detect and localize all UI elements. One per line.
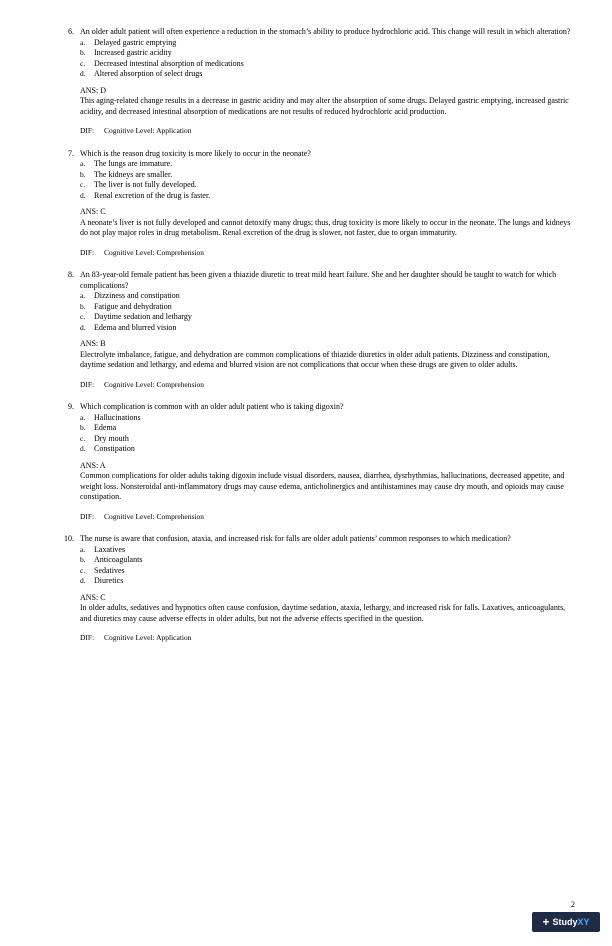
answer: ANS: C: [80, 207, 106, 216]
question-text: An 83-year-old female patient has been given a thiazide diuretic to treat mild heart failure. She and her daughter should be taught to watch for which complications?: [80, 270, 557, 290]
answer: ANS: A: [80, 460, 106, 470]
question-number: 10.: [64, 534, 74, 543]
rationale: Common complications for older adults taking digoxin include visual disorders, nausea, diarrhea, dysrhythmias, hallucinations, decreased appetite, and weight loss. Nonsteroidal anti-inflammatory drugs may cause edema, anticholinergics and antihistamines may cause dry mouth, and opioids may cause constipation.: [80, 471, 565, 501]
option-a: a. Laxatives: [80, 544, 126, 554]
option-d: d. Diuretics: [80, 576, 124, 585]
question-10: [64, 534, 574, 644]
option-d: d. Constipation: [80, 444, 135, 453]
option-list: [80, 291, 574, 333]
option-list: [80, 413, 574, 455]
answer: ANS: B: [80, 339, 106, 348]
option-list: [80, 38, 574, 80]
option-list: [80, 545, 574, 587]
question-number: 7.: [68, 148, 74, 158]
option-c: c. Dry mouth: [80, 433, 129, 443]
option-d: d. Renal excretion of the drug is faster.: [80, 190, 211, 200]
option-c: c. Sedatives: [80, 565, 125, 575]
option-c: c. Daytime sedation and lethargy: [80, 312, 192, 321]
studyxy-logo[interactable]: [532, 912, 600, 932]
logo-accent: XY: [577, 917, 590, 927]
rationale: Electrolyte imbalance, fatigue, and dehydration are common complications of thiazide diuretics in older adult patients. Dizziness and constipation, daytime sedation and lethargy, and edema and blurred vision are not complications that occur when these drugs are given to older adults.: [80, 349, 550, 369]
difficulty: DIF: Cognitive Level: Application: [80, 126, 192, 135]
question-text: Which complication is common with an older adult patient who is taking digoxin?: [80, 402, 344, 411]
question-9: [64, 402, 574, 522]
plus-icon: +: [542, 915, 550, 929]
option-c: c. The liver is not fully developed.: [80, 180, 197, 189]
option-list: [80, 159, 574, 201]
option-d: d. Edema and blurred vision: [80, 322, 177, 332]
rationale: A neonate’s liver is not fully developed and cannot detoxify many drugs; thus, drug toxicity is more likely to occur in the neonate. The lungs and kidneys do not play major roles in drug metabolism. Renal excretion of the drug is slower, not faster, due to organ immaturity.: [80, 217, 571, 237]
question-list: [64, 27, 574, 656]
question-number: 6.: [68, 27, 74, 36]
option-a: a. The lungs are immature.: [80, 159, 173, 168]
option-a: a. Hallucinations: [80, 412, 141, 422]
difficulty: DIF: Cognitive Level: Application: [80, 633, 192, 642]
option-b: b. Fatigue and dehydration: [80, 301, 172, 311]
option-a: a. Delayed gastric emptying: [80, 37, 177, 47]
answer: ANS: D: [80, 85, 107, 95]
difficulty: DIF: Cognitive Level: Comprehension: [80, 511, 204, 521]
question-6: [64, 27, 574, 137]
difficulty: DIF: Cognitive Level: Comprehension: [80, 379, 204, 389]
option-b: b. Increased gastric acidity: [80, 48, 172, 57]
question-number: 9.: [68, 402, 74, 411]
question-8: [64, 270, 574, 390]
logo-text: Study: [552, 917, 578, 927]
question-text: An older adult patient will often experience a reduction in the stomach’s ability to produce hydrochloric acid. This change will result in which alteration?: [80, 27, 571, 36]
option-b: b. The kidneys are smaller.: [80, 169, 173, 179]
option-a: a. Dizziness and constipation: [80, 291, 180, 300]
question-7: [64, 149, 574, 259]
option-b: b. Anticoagulants: [80, 555, 143, 564]
option-c: c. Decreased intestinal absorption of medications: [80, 58, 244, 68]
rationale: In older adults, sedatives and hypnotics often cause confusion, daytime sedation, ataxia, lethargy, and increased risk for falls. Laxatives, anticoagulants, and diuretics may cause adverse effects in older adults, but not the adverse effects specified in the question.: [80, 603, 566, 623]
question-text: Which is the reason drug toxicity is more likely to occur in the neonate?: [80, 148, 311, 158]
page-number: 2: [571, 900, 575, 909]
option-d: d. Altered absorption of select drugs: [80, 69, 203, 78]
answer: ANS: C: [80, 592, 106, 602]
option-b: b. Edema: [80, 423, 117, 432]
question-text: The nurse is aware that confusion, ataxia, and increased risk for falls are older adult patients’ common responses to which medication?: [80, 534, 511, 543]
rationale: This aging-related change results in a decrease in gastric acidity and may alter the absorption of some drugs. Delayed gastric emptying, increased gastric acidity, and decreased intestinal absorption of medications are not results of reduced hydrochloric acid production.: [80, 96, 569, 116]
difficulty: DIF: Cognitive Level: Comprehension: [80, 247, 204, 257]
question-number: 8.: [68, 270, 74, 279]
